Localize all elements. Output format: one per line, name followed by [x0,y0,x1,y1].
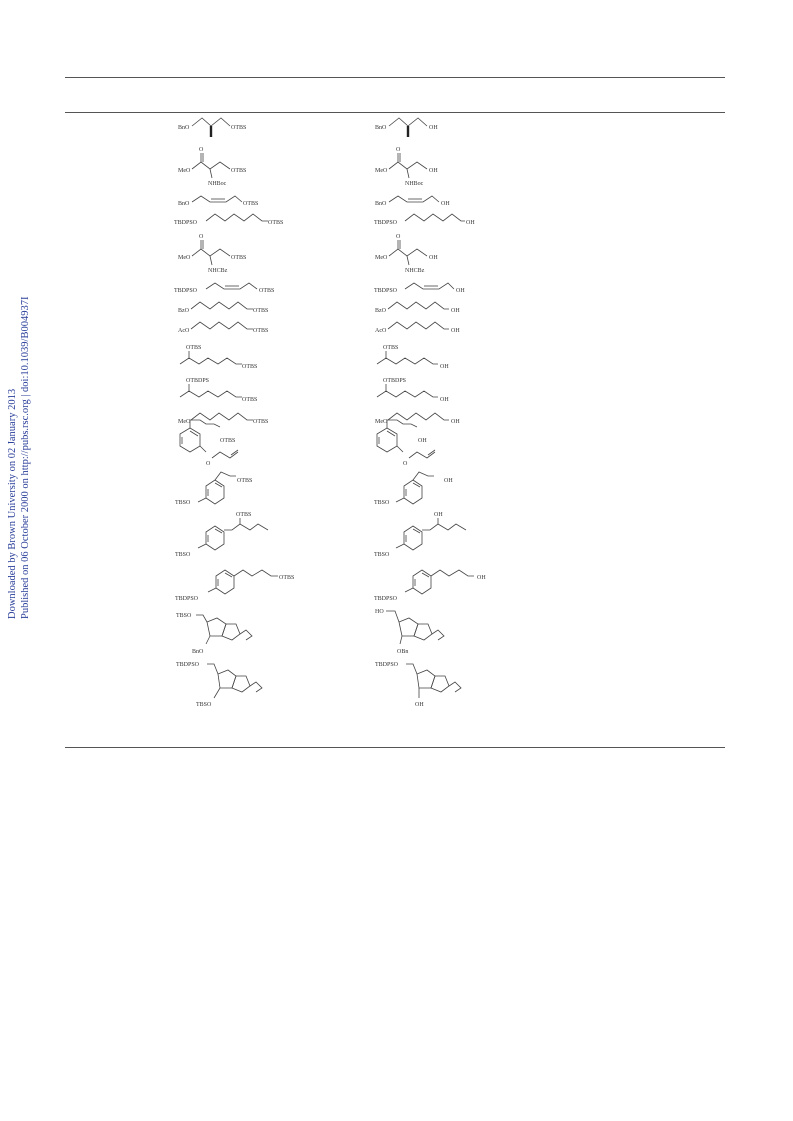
label: BnO [178,201,190,207]
carbonyl-oxygen-label: O [199,147,204,153]
label: TBSO [374,500,390,506]
label: OTBS [242,397,258,403]
row-10-start-structure [178,413,268,425]
label: OH [451,328,460,334]
label: OH [429,168,438,174]
label: BnO [192,649,204,655]
label: OH [440,364,449,370]
label: OTBS [268,220,284,226]
carbonyl-oxygen-label: O [396,234,401,240]
label: OTBS [383,345,399,351]
row-4-product-structure [375,234,438,274]
label: BnO [375,125,387,131]
label: OH [415,702,424,708]
label: OH [440,397,449,403]
label: OH [429,255,438,261]
publication-line: Published on 06 October 2000 on http://pubs.rsc.org | doi:10.1039/B004937I [20,296,31,619]
row-7-product-structure [375,322,460,334]
label: TBSO [196,702,212,708]
label: NHBoc [208,181,227,187]
label: MeO [178,168,191,174]
row-1-start-structure [178,147,246,187]
row-13-product-structure [374,512,466,558]
label: OTBS [242,364,258,370]
ether-oxygen-label: O [206,461,211,467]
label: MeO [375,255,388,261]
row-12-start-structure [175,472,252,506]
label: BzO [178,308,189,314]
label: AcO [178,328,190,334]
row-16-product-structure [375,662,461,708]
row-9-start-structure [180,378,257,403]
label: HO [375,609,384,615]
label: MeO [375,168,388,174]
label: NHCBz [208,268,228,274]
row-2-start-structure [178,196,258,207]
row-8-product-structure [377,345,449,370]
row-15-start-structure [176,613,252,655]
row-16-start-structure [176,662,262,708]
label: TBSO [175,500,191,506]
label: BzO [375,308,386,314]
label: OTBS [243,201,259,207]
label: BnO [375,201,387,207]
label: MeO [178,255,191,261]
label: OTBS [231,125,247,131]
row-5-product-structure [374,283,465,294]
label: TBDPSO [374,596,398,602]
label: TBDPSO [176,662,200,668]
row-6-start-structure [178,302,268,314]
label: TBSO [175,552,191,558]
row-4-start-structure [178,234,246,274]
row-2-product-structure [375,196,450,207]
label: TBDPSO [174,288,198,294]
label: OH [418,438,427,444]
row-12-product-structure [374,472,453,506]
label: OTBS [231,168,247,174]
label: OTBS [186,345,202,351]
download-line: Downloaded by Brown University on 02 January 2013 [7,388,18,619]
label: TBDPSO [374,288,398,294]
row-0-start-structure [178,118,246,137]
label: OTBS [220,438,236,444]
label: OH [451,419,460,425]
label: OH [441,201,450,207]
label: OTBS [236,512,252,518]
label: OTBDPS [383,378,407,384]
row-8-start-structure [180,345,257,370]
label: OTBS [279,575,295,581]
label: NHCBz [405,268,425,274]
label: TBSO [176,613,192,619]
row-11-start-structure [180,420,238,467]
label: OH [434,512,443,518]
ether-oxygen-label: O [403,461,408,467]
label: TBSO [374,552,390,558]
label: OTBS [237,478,253,484]
row-14-start-structure [175,570,294,602]
label: OH [444,478,453,484]
label: OH [477,575,486,581]
label: NHBoc [405,181,424,187]
carbonyl-oxygen-label: O [396,147,401,153]
row-3-product-structure [374,214,475,226]
label: OH [429,125,438,131]
label: OH [456,288,465,294]
row-6-product-structure [375,302,460,314]
label: OTBS [259,288,275,294]
label: MeO [178,419,191,425]
row-15-product-structure [375,609,444,655]
row-5-start-structure [174,283,274,294]
carbonyl-oxygen-label: O [199,234,204,240]
label: AcO [375,328,387,334]
row-9-product-structure [377,378,449,403]
label: TBDPSO [374,220,398,226]
label: BnO [178,125,190,131]
row-7-start-structure [178,322,268,334]
label: TBDPSO [375,662,399,668]
label: OTBS [231,255,247,261]
label: OBn [397,649,409,655]
label: OTBS [253,308,269,314]
row-11-product-structure [377,420,435,467]
row-3-start-structure [174,214,283,226]
label: MeO [375,419,388,425]
row-14-product-structure [374,570,486,602]
row-1-product-structure [375,147,438,187]
label: OH [451,308,460,314]
row-10-product-structure [375,413,460,425]
row-0-product-structure [375,118,438,137]
label: OH [466,220,475,226]
label: TBDPSO [174,220,198,226]
row-13-start-structure [175,512,268,558]
label: OTBDPS [186,378,210,384]
label: TBDPSO [175,596,199,602]
label: OTBS [253,419,269,425]
label: OTBS [253,328,269,334]
